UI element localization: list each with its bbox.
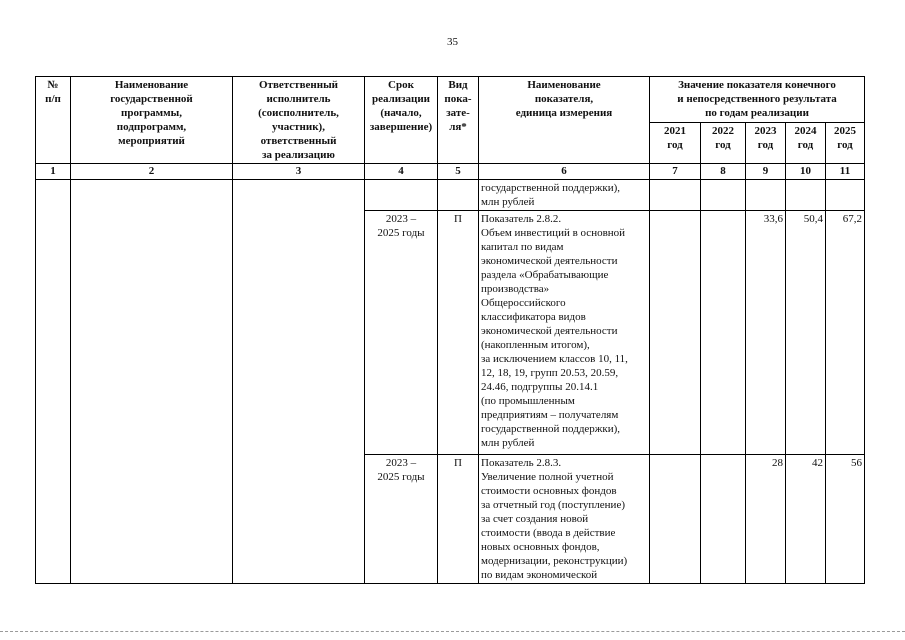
table-row (36, 180, 865, 211)
header-term: Срок реализации (начало, завершение) (365, 77, 438, 164)
cell-value-2024: 42 (786, 455, 826, 584)
header-number: № п/п (36, 77, 71, 164)
cell-value-2025 (826, 180, 865, 211)
column-number: 7 (650, 164, 701, 180)
column-number-row (36, 164, 865, 180)
cell-program-empty (71, 180, 233, 584)
header-year-2023: 2023 год (746, 123, 786, 164)
cell-value-2025: 56 (826, 455, 865, 584)
header-program-name: Наименование государственной программы, подпрограмм, мероприятий (71, 77, 233, 164)
cell-value-2025: 67,2 (826, 211, 865, 455)
cell-term (365, 180, 438, 211)
cell-value-2023: 33,6 (746, 211, 786, 455)
column-number: 9 (746, 164, 786, 180)
cell-indicator: государственной поддержки), млн рублей (479, 180, 650, 211)
header-year-2021: 2021 год (650, 123, 701, 164)
cell-value-2023 (746, 180, 786, 211)
header-year-2022: 2022 год (701, 123, 746, 164)
header-year-2024: 2024 год (786, 123, 826, 164)
column-number: 5 (438, 164, 479, 180)
column-number: 3 (233, 164, 365, 180)
header-year-2025: 2025 год (826, 123, 865, 164)
page-number: 35 (447, 36, 458, 48)
header-executor: Ответственный исполнитель (соисполнитель, участник), ответственный за реализацию (233, 77, 365, 164)
cell-kind: П (438, 211, 479, 455)
header-indicator-kind: Вид пока- зате- ля* (438, 77, 479, 164)
cell-value-2022 (701, 211, 746, 455)
cell-value-2024 (786, 180, 826, 211)
cell-executor-empty (233, 180, 365, 584)
column-number: 8 (701, 164, 746, 180)
cell-value-2022 (701, 180, 746, 211)
header-values-group: Значение показателя конечного и непосредственного результата по годам реализации (650, 77, 865, 123)
cell-value-2023: 28 (746, 455, 786, 584)
cell-kind: П (438, 455, 479, 584)
cell-value-2021 (650, 455, 701, 584)
cell-number-empty (36, 180, 71, 584)
cell-term: 2023 – 2025 годы (365, 455, 438, 584)
cell-kind (438, 180, 479, 211)
header-indicator-name: Наименование показателя, единица измерения (479, 77, 650, 164)
cell-term: 2023 – 2025 годы (365, 211, 438, 455)
column-number: 11 (826, 164, 865, 180)
cell-value-2021 (650, 180, 701, 211)
column-number: 10 (786, 164, 826, 180)
indicators-table (35, 76, 865, 584)
cell-value-2024: 50,4 (786, 211, 826, 455)
cell-indicator: Показатель 2.8.3. Увеличение полной учетной стоимости основных фондов за отчетный год (поступление) за счет создания новой стоимости (ввода в действие новых основных фондов, модернизации, реконструкции) по видам экономической (479, 455, 650, 584)
column-number: 4 (365, 164, 438, 180)
cell-value-2021 (650, 211, 701, 455)
cell-indicator: Показатель 2.8.2. Объем инвестиций в основной капитал по видам экономической деятельности раздела «Обрабатывающие производства» Общероссийского классификатора видов экономической деятельности (накопленным итогом), за исключением классов 10, 11, 12, 18, 19, групп 20.53, 20.59, 24.46, подгруппы 20.14.1 (по промышленным предприятиям – получателям государственной поддержки), млн рублей (479, 211, 650, 455)
column-number: 2 (71, 164, 233, 180)
column-number: 1 (36, 164, 71, 180)
scan-edge-divider (0, 631, 905, 632)
cell-value-2022 (701, 455, 746, 584)
column-number: 6 (479, 164, 650, 180)
